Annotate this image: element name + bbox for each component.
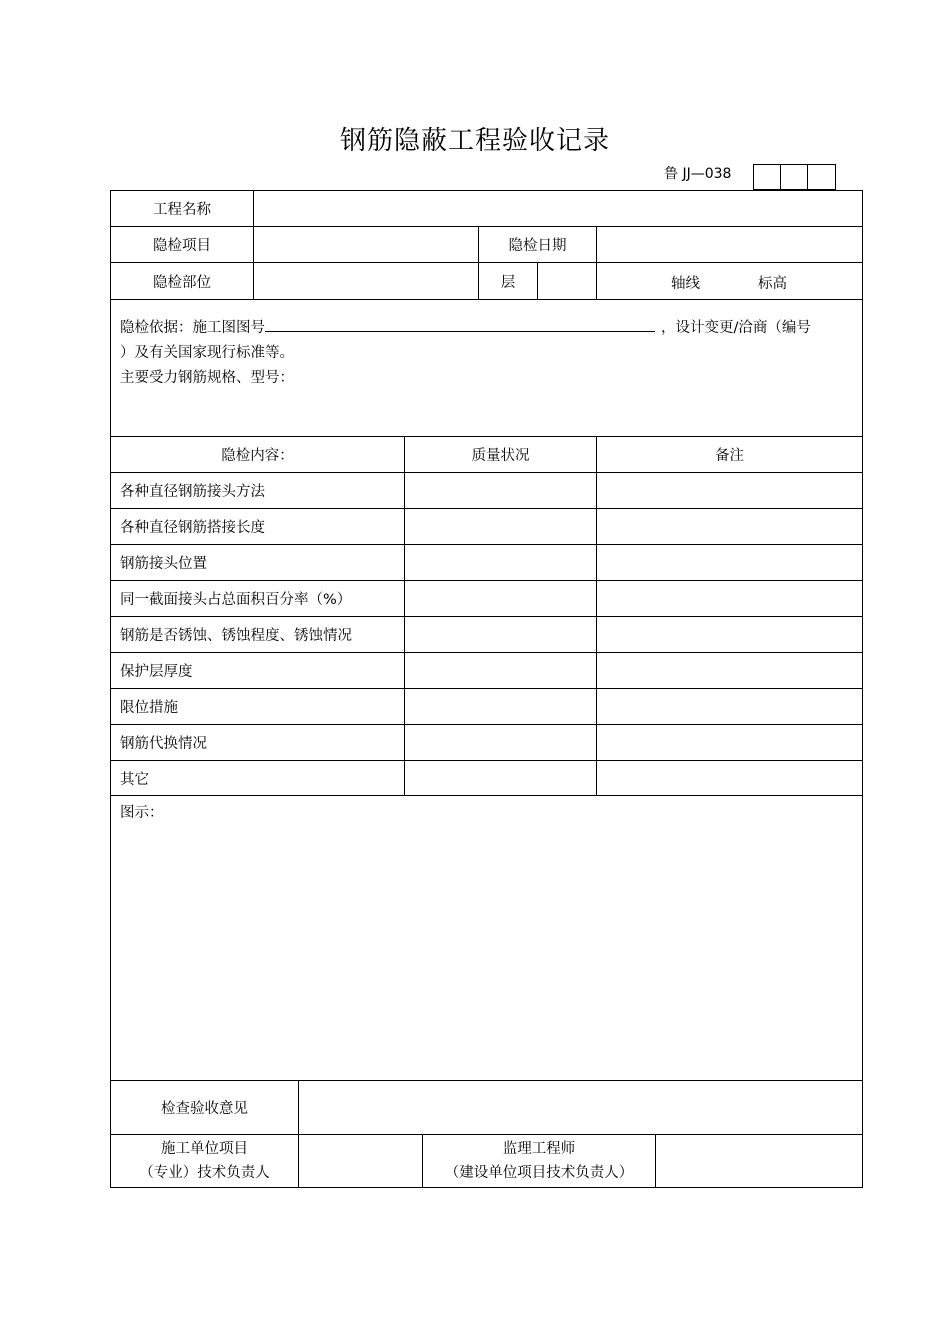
quality-cell[interactable] [404, 724, 597, 761]
inspect-date-field[interactable] [596, 226, 863, 263]
remark-cell[interactable] [596, 508, 863, 545]
quality-cell[interactable] [404, 508, 597, 545]
constructor-line1: 施工单位项目 [161, 1141, 248, 1157]
remark-cell[interactable] [596, 580, 863, 617]
quality-header: 质量状况 [404, 436, 597, 473]
remark-cell[interactable] [596, 688, 863, 725]
content-header: 隐检内容： [110, 436, 405, 473]
diagram-area[interactable] [110, 795, 863, 1081]
remark-cell[interactable] [596, 724, 863, 761]
check-item-label: 钢筋代换情况 [110, 724, 405, 761]
floor-field[interactable] [537, 262, 597, 300]
quality-cell[interactable] [404, 472, 597, 509]
inspect-item-field[interactable] [253, 226, 479, 263]
supervisor-signer-label [422, 1134, 656, 1188]
check-item-label: 限位措施 [110, 688, 405, 725]
remark-header: 备注 [596, 436, 863, 473]
opinion-field[interactable] [298, 1080, 863, 1135]
remark-cell[interactable] [596, 616, 863, 653]
code-box-2[interactable] [780, 164, 807, 190]
remark-cell[interactable] [596, 760, 863, 796]
check-item-label: 各种直径钢筋搭接长度 [110, 508, 405, 545]
quality-cell[interactable] [404, 760, 597, 796]
quality-cell[interactable] [404, 616, 597, 653]
basis-line2: ）及有关国家现行标准等。 [120, 345, 294, 361]
check-item-label: 其它 [110, 760, 405, 796]
code-boxes [753, 164, 836, 190]
code-box-1[interactable] [753, 164, 780, 190]
inspect-location-field[interactable] [253, 262, 479, 300]
check-item-label: 钢筋接头位置 [110, 544, 405, 581]
remark-cell[interactable] [596, 472, 863, 509]
quality-cell[interactable] [404, 688, 597, 725]
inspect-location-label: 隐检部位 [110, 262, 254, 300]
form-title: 钢筋隐蔽工程验收记录 [339, 126, 610, 156]
check-item-label: 钢筋是否锈蚀、锈蚀程度、锈蚀情况 [110, 616, 405, 653]
quality-cell[interactable] [404, 544, 597, 581]
axis-label: 轴线 [671, 276, 700, 292]
supervisor-line2: （建设单位项目技术负责人） [444, 1165, 634, 1181]
remark-cell[interactable] [596, 652, 863, 689]
diagram-label: 图示： [120, 805, 164, 821]
project-name-label: 工程名称 [110, 190, 254, 227]
inspect-date-label: 隐检日期 [478, 226, 597, 263]
axis-elevation-cell [596, 262, 863, 300]
supervisor-signature-field[interactable] [655, 1134, 863, 1188]
check-item-label: 各种直径钢筋接头方法 [110, 472, 405, 509]
floor-label: 层 [478, 262, 538, 300]
form-code: 鲁 JJ—038 [664, 166, 732, 182]
basis-prefix: 隐检依据：施工图图号 [120, 320, 265, 336]
quality-cell[interactable] [404, 580, 597, 617]
supervisor-line1: 监理工程师 [502, 1141, 576, 1157]
code-box-3[interactable] [807, 164, 836, 190]
check-item-label: 同一截面接头占总面积百分率（%） [110, 580, 405, 617]
inspect-item-label: 隐检项目 [110, 226, 254, 263]
basis-mid: ，设计变更/洽商（编号 [661, 320, 811, 336]
quality-cell[interactable] [404, 652, 597, 689]
basis-line3: 主要受力钢筋规格、型号： [120, 370, 294, 386]
inspection-basis [110, 299, 863, 437]
elevation-label: 标高 [758, 276, 787, 292]
project-name-field[interactable] [253, 190, 863, 227]
drawing-number-field[interactable] [265, 317, 655, 332]
check-item-label: 保护层厚度 [110, 652, 405, 689]
remark-cell[interactable] [596, 544, 863, 581]
constructor-line2: （专业）技术负责人 [139, 1165, 270, 1181]
constructor-signature-field[interactable] [298, 1134, 423, 1188]
opinion-label: 检查验收意见 [110, 1080, 299, 1135]
constructor-signer-label [110, 1134, 299, 1188]
